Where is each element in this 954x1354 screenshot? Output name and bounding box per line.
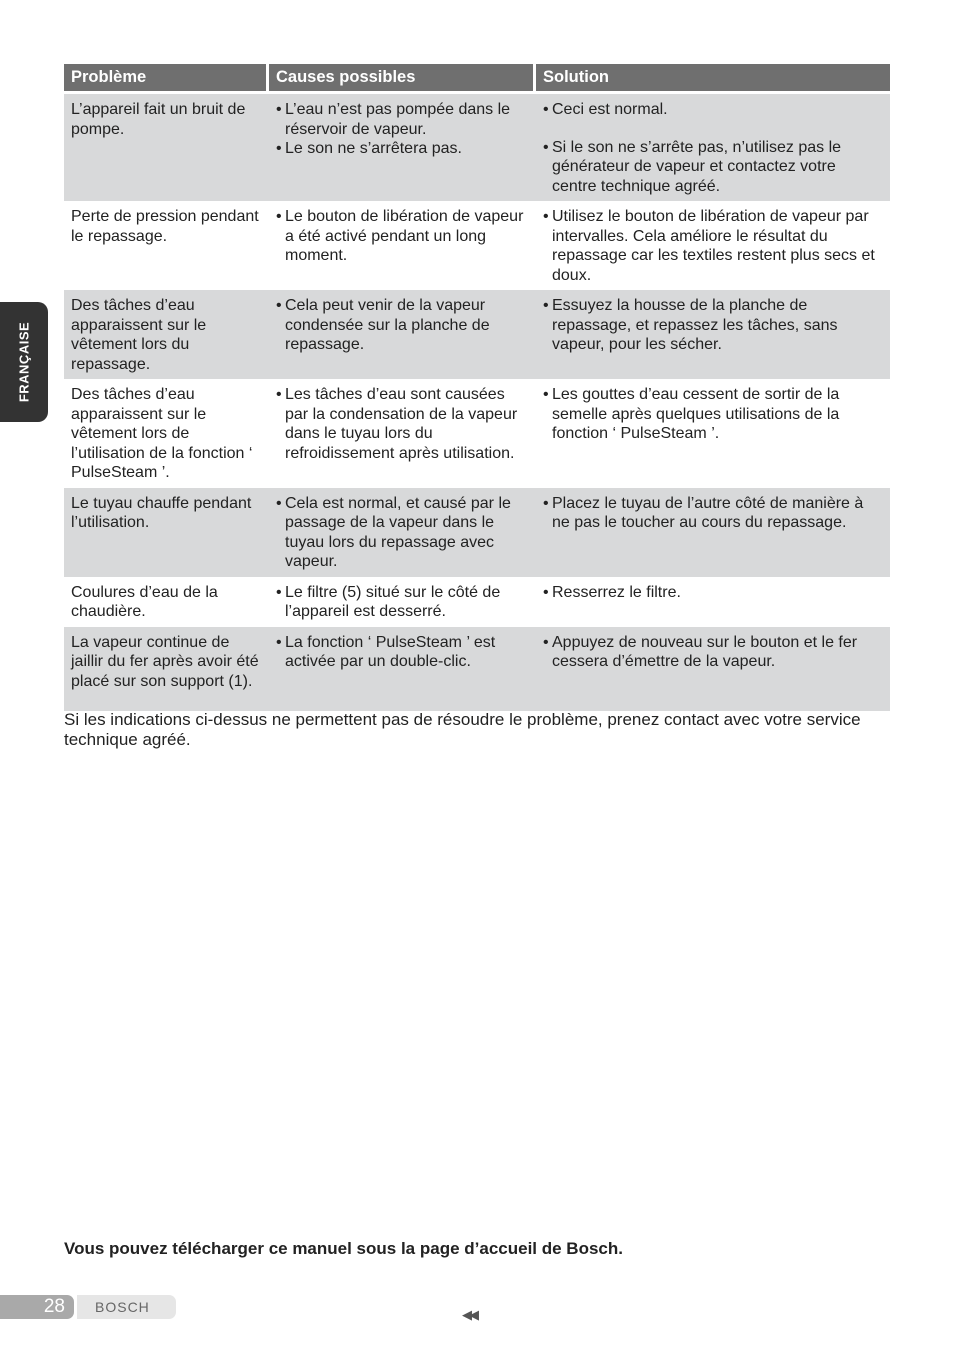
table-row xyxy=(64,627,890,711)
download-note: Vous pouvez télécharger ce manuel sous la page d’accueil de Bosch. xyxy=(64,1239,623,1258)
problem-cell: Coulures d’eau de la chaudière. xyxy=(64,577,269,627)
solution-item: • Appuyez de nouveau sur le bouton et le fer cessera d’émettre de la vapeur. xyxy=(543,633,884,672)
header-problem: Problème xyxy=(64,64,269,91)
table-row xyxy=(64,91,890,201)
table-row xyxy=(64,577,890,627)
causes-cell xyxy=(269,201,536,290)
table-header-row xyxy=(64,64,890,91)
double-left-arrow-icon[interactable]: ◀◀ xyxy=(462,1307,476,1322)
table-row xyxy=(64,488,890,577)
language-tab-label: FRANÇAISE xyxy=(16,321,32,403)
support-note: Si les indications ci-dessus ne permettent pas de résoudre le problème, prenez contact avec votre service technique agréé. xyxy=(64,710,861,749)
solution-cell xyxy=(536,290,890,379)
table-row xyxy=(64,379,890,488)
causes-cell xyxy=(269,379,536,488)
cause-item: • L’eau n’est pas pompée dans le réservoir de vapeur. xyxy=(276,100,530,139)
causes-cell xyxy=(269,627,536,711)
brand-label: BOSCH xyxy=(77,1295,176,1319)
table-row xyxy=(64,290,890,379)
troubleshooting-table xyxy=(64,64,890,711)
solution-cell xyxy=(536,627,890,711)
solution-item: • Si le son ne s’arrête pas, n’utilisez pas le générateur de vapeur et contactez votre centre technique agréé. xyxy=(543,138,884,197)
solution-cell xyxy=(536,577,890,627)
solution-item: • Placez le tuyau de l’autre côté de manière à ne pas le toucher au cours du repassage. xyxy=(543,494,884,533)
solution-cell xyxy=(536,201,890,290)
solution-item: • Essuyez la housse de la planche de repassage, et repassez les tâches, sans vapeur, pour les sécher. xyxy=(543,296,884,355)
table-row xyxy=(64,201,890,290)
page-number: 28 xyxy=(0,1295,74,1319)
problem-cell: L’appareil fait un bruit de pompe. xyxy=(64,91,269,201)
causes-cell xyxy=(269,290,536,379)
cause-item: • Cela peut venir de la vapeur condensée sur la planche de repassage. xyxy=(276,296,530,355)
solution-cell xyxy=(536,379,890,488)
solution-item: • Ceci est normal. xyxy=(543,100,884,120)
cause-item: • Le son ne s’arrêtera pas. xyxy=(276,139,530,159)
header-solution: Solution xyxy=(536,64,890,91)
cause-item: • Le filtre (5) situé sur le côté de l’appareil est desserré. xyxy=(276,583,530,622)
problem-cell: Des tâches d’eau apparaissent sur le vêtement lors de l’utilisation de la fonction ‘ PulseSteam ’. xyxy=(64,379,269,488)
solution-cell xyxy=(536,488,890,577)
solution-cell xyxy=(536,91,890,201)
language-tab xyxy=(0,302,48,422)
solution-item: • Les gouttes d’eau cessent de sortir de la semelle après quelques utilisations de la fonction ‘ PulseSteam ’. xyxy=(543,385,884,444)
problem-cell: Des tâches d’eau apparaissent sur le vêtement lors du repassage. xyxy=(64,290,269,379)
problem-cell: Perte de pression pendant le repassage. xyxy=(64,201,269,290)
cause-item: • La fonction ‘ PulseSteam ’ est activée par un double-clic. xyxy=(276,633,530,672)
causes-cell xyxy=(269,577,536,627)
cause-item: • Cela est normal, et causé par le passage de la vapeur dans le tuyau lors du repassage avec vapeur. xyxy=(276,494,530,572)
cause-item: • Le bouton de libération de vapeur a été activé pendant un long moment. xyxy=(276,207,530,266)
header-causes: Causes possibles xyxy=(269,64,536,91)
solution-item: • Utilisez le bouton de libération de vapeur par intervalles. Cela améliore le résultat du repassage car les textiles restent plus secs et doux. xyxy=(543,207,884,285)
problem-cell: Le tuyau chauffe pendant l’utilisation. xyxy=(64,488,269,577)
causes-cell xyxy=(269,488,536,577)
cause-item: • Les tâches d’eau sont causées par la condensation de la vapeur dans le tuyau lors du refroidissement après utilisation. xyxy=(276,385,530,463)
solution-item: • Resserrez le filtre. xyxy=(543,583,884,603)
causes-cell xyxy=(269,91,536,201)
problem-cell: La vapeur continue de jaillir du fer après avoir été placé sur son support (1). xyxy=(64,627,269,711)
